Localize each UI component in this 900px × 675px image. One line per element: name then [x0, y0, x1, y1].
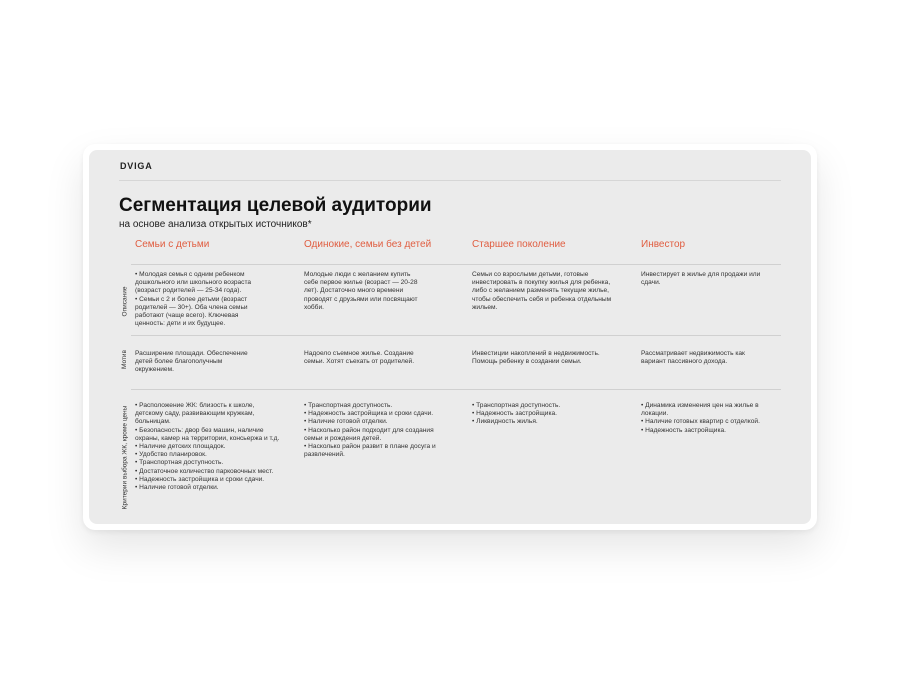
table-cell: Рассматривает недвижимость как вариант пассивного дохода. [641, 350, 745, 366]
page-title: Сегментация целевой аудитории [119, 195, 432, 216]
brand-logo: DVIGA [120, 161, 153, 171]
table-cell: Инвестиции накоплений в недвижимость. Помощь ребенку в создании семьи. [472, 350, 600, 366]
header-divider [119, 180, 781, 181]
column-header-seniors: Старшее поколение [472, 239, 566, 250]
row-label-motive: Мотив [121, 349, 129, 369]
table-cell: Семьи со взрослыми детьми, готовые инвестировать в покупку жилья для ребенка, либо с желанием разменять текущие жилье, чтобы обеспечить себя и ребенка отдельным жильем. [472, 271, 612, 311]
table-cell: Расширение площади. Обеспечение детей более благополучным окружением. [135, 350, 248, 374]
table-cell: Молодые люди с желанием купить себе первое жилье (возраст — 20-28 лет). Достаточно много времени проводят с друзьями или посвящают хобби. [304, 271, 418, 311]
row-label-criteria: Критерии выбора ЖК, кроме цены [121, 405, 129, 509]
table-cell: • Расположение ЖК: близость к школе, детскому саду, развивающим кружкам, больницам. • Безопасность: двор без машин, наличие охраны, камер на территории, консьержа и т.д. • Наличие детских площадок. • Удобство планировок. • Транспортная доступность. • Достаточное количество парковочных мест. • Надежность застройщика и сроки сдачи. • Наличие готовой отделки. [135, 402, 280, 492]
page-subtitle: на основе анализа открытых источников* [119, 219, 312, 230]
row-divider [131, 335, 781, 336]
table-cell: • Транспортная доступность. • Надежность застройщика и сроки сдачи. • Наличие готовой отделки. • Насколько район подходит для создания семьи и рождения детей. • Насколько район развит в плане досуга и развлечений. [304, 402, 436, 459]
row-divider [131, 389, 781, 390]
slide [89, 150, 811, 524]
table-cell: Инвестирует в жилье для продажи или сдачи. [641, 271, 761, 287]
table-cell: Надоело съемное жилье. Создание семьи. Хотят съехать от родителей. [304, 350, 415, 366]
column-header-families: Семьи с детьми [135, 239, 210, 250]
table-cell: • Молодая семья с одним ребенком дошкольного или школьного возраста (возраст родителей — 25-34 года). • Семьи с 2 и более детьми (возраст родителей — 30+). Оба члена семьи работают (чаще всего). Ключевая ценность: дети и их будущее. [135, 271, 252, 328]
column-header-singles: Одинокие, семьи без детей [304, 239, 432, 250]
table-cell: • Динамика изменения цен на жилье в локации. • Наличие готовых квартир с отделкой. • Надежность застройщика. [641, 402, 760, 434]
table-cell: • Транспортная доступность. • Надежность застройщика. • Ликвидность жилья. [472, 402, 561, 426]
row-divider [131, 264, 781, 265]
row-label-description: Описание [121, 286, 129, 316]
column-header-investor: Инвестор [641, 239, 686, 250]
